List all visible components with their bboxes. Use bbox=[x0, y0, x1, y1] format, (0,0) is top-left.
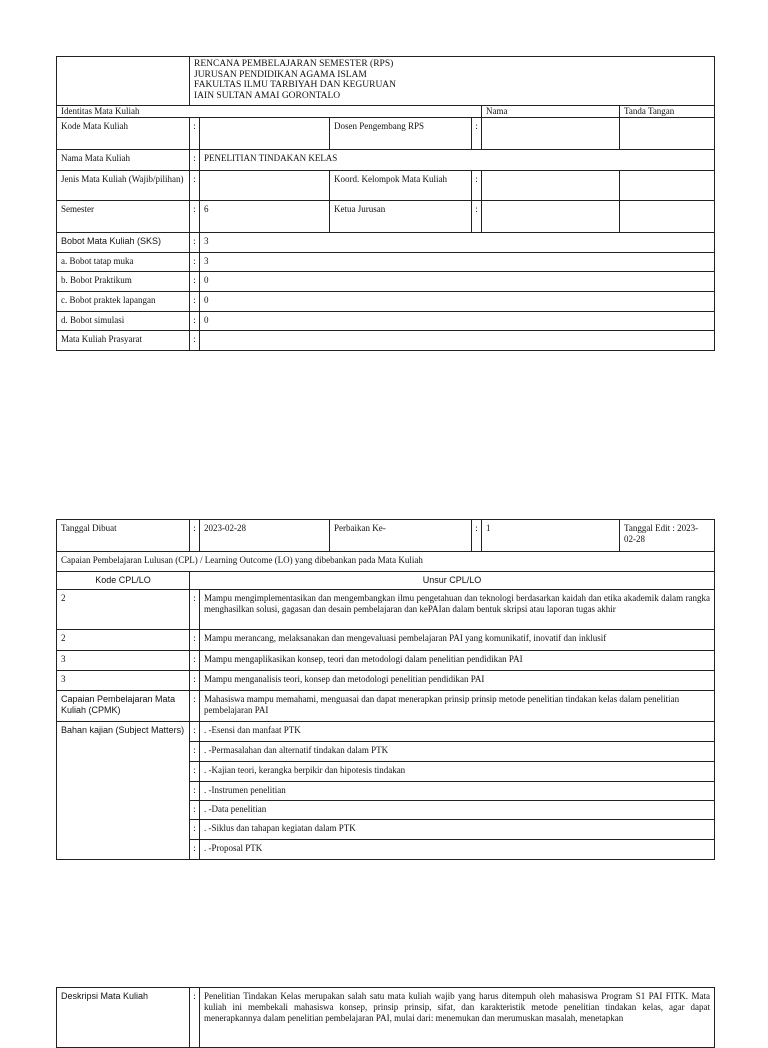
colon: : bbox=[190, 762, 200, 782]
deskripsi-label: Deskripsi Mata Kuliah bbox=[57, 988, 190, 1048]
cpl-unsur: Mampu merancang, melaksanakan dan mengevaluasi pembelajaran PAI yang komunikatif, inovatif dan inklusif bbox=[200, 630, 715, 651]
col-unsur-cpl: Unsur CPL/LO bbox=[190, 572, 715, 590]
header-line-1: RENCANA PEMBELAJARAN SEMESTER (RPS) bbox=[194, 59, 394, 69]
ketua-ttd-cell bbox=[620, 201, 715, 233]
koord-ttd-cell bbox=[620, 171, 715, 201]
colon: : bbox=[190, 253, 200, 272]
jenis-mk-value bbox=[200, 171, 330, 201]
bahan-item: . -Instrumen penelitian bbox=[200, 782, 715, 801]
deskripsi-value: Penelitian Tindakan Kelas merupakan salah satu mata kuliah wajib yang harus ditempuh oleh mahasiswa Program S1 PAI FITK. Mata kuliah ini membekali mahasiswa konsep, prinsip prinsip, sifat, dan karakteristik metode penelitian tindakan kelas, agar dapat menerapkannya dalam penelitian pembelajaran PAI, mulai dari: menemukan dan merumuskan masalah, menetapkan bbox=[200, 988, 715, 1048]
document-header bbox=[190, 57, 715, 106]
bobot-praktikum-value: 0 bbox=[200, 272, 715, 292]
tanggal-edit: Tanggal Edit : 2023-02-28 bbox=[620, 520, 715, 552]
bobot-label: Bobot Mata Kuliah (SKS) bbox=[57, 233, 190, 253]
bobot-tatap-label: a. Bobot tatap muka bbox=[57, 253, 190, 272]
cpmk-label: Capaian Pembelajaran Mata Kuliah (CPMK) bbox=[57, 691, 190, 722]
bahan-item: . -Proposal PTK bbox=[200, 840, 715, 860]
col-nama-header: Nama bbox=[482, 106, 620, 118]
colon: : bbox=[472, 201, 482, 233]
bobot-simulasi-value: 0 bbox=[200, 312, 715, 331]
cpl-unsur: Mampu menganalisis teori, konsep dan metodologi penelitian pendidikan PAI bbox=[200, 671, 715, 691]
identitas-table bbox=[56, 56, 715, 351]
cpl-title: Capaian Pembelajaran Lulusan (CPL) / Learning Outcome (LO) yang dibebankan pada Mata Kuliah bbox=[57, 552, 715, 572]
colon: : bbox=[472, 118, 482, 150]
header-line-3: FAKULTAS ILMU TARBIYAH DAN KEGURUAN bbox=[194, 80, 397, 90]
cpl-kode: 3 bbox=[57, 671, 190, 691]
perbaikan-label: Perbaikan Ke- bbox=[330, 520, 472, 552]
col-ttd-header: Tanda Tangan bbox=[620, 106, 715, 118]
colon: : bbox=[190, 671, 200, 691]
cpl-unsur: Mampu mengimplementasikan dan mengembangkan ilmu pengetahuan dan teknologi berdasarkan kaidah dan etika akademik dalam rangka menghasilkan solusi, gagasan dan desain pembelajaran dan kePAIan dalam bentuk skripsi atau laporan tugas akhir bbox=[200, 590, 715, 630]
colon: : bbox=[190, 840, 200, 860]
colon: : bbox=[190, 201, 200, 233]
tanggal-dibuat-value: 2023-02-28 bbox=[200, 520, 330, 552]
kode-mk-value bbox=[200, 118, 330, 150]
bahan-item: . -Permasalahan dan alternatif tindakan dalam PTK bbox=[200, 742, 715, 762]
deskripsi-table bbox=[56, 987, 715, 1048]
cpl-table bbox=[56, 519, 715, 860]
header-line-4: IAIN SULTAN AMAI GORONTALO bbox=[194, 90, 341, 101]
bobot-tatap-value: 3 bbox=[200, 253, 715, 272]
logo-cell bbox=[57, 57, 190, 106]
cpl-kode: 3 bbox=[57, 651, 190, 671]
colon: : bbox=[190, 651, 200, 671]
bobot-simulasi-label: d. Bobot simulasi bbox=[57, 312, 190, 331]
nama-mk-value: PENELITIAN TINDAKAN KELAS bbox=[200, 150, 715, 171]
jenis-mk-label: Jenis Mata Kuliah (Wajib/pilihan) bbox=[57, 171, 190, 201]
koord-nama-value bbox=[482, 171, 620, 201]
header-line-2: JURUSAN PENDIDIKAN AGAMA ISLAM bbox=[194, 69, 367, 80]
dosen-ttd-cell bbox=[620, 118, 715, 150]
bobot-lapangan-value: 0 bbox=[200, 292, 715, 312]
colon: : bbox=[190, 988, 200, 1048]
colon: : bbox=[472, 171, 482, 201]
dosen-nama-value bbox=[482, 118, 620, 150]
bahan-item: . -Siklus dan tahapan kegiatan dalam PTK bbox=[200, 820, 715, 840]
colon: : bbox=[190, 292, 200, 312]
cpl-kode: 2 bbox=[57, 590, 190, 630]
bahan-item: . -Kajian teori, kerangka berpikir dan hipotesis tindakan bbox=[200, 762, 715, 782]
colon: : bbox=[190, 590, 200, 630]
kode-mk-label: Kode Mata Kuliah bbox=[57, 118, 190, 150]
identitas-label: Identitas Mata Kuliah bbox=[57, 106, 482, 118]
prasyarat-value bbox=[200, 331, 715, 351]
colon: : bbox=[190, 801, 200, 820]
colon: : bbox=[190, 742, 200, 762]
colon: : bbox=[190, 691, 200, 722]
colon: : bbox=[190, 331, 200, 351]
bobot-value: 3 bbox=[200, 233, 715, 253]
semester-label: Semester bbox=[57, 201, 190, 233]
colon: : bbox=[190, 118, 200, 150]
colon: : bbox=[190, 520, 200, 552]
colon: : bbox=[190, 272, 200, 292]
bahan-kajian-label: Bahan kajian (Subject Matters) bbox=[57, 722, 190, 860]
colon: : bbox=[190, 171, 200, 201]
nama-mk-label: Nama Mata Kuliah bbox=[57, 150, 190, 171]
bahan-item: . -Esensi dan manfaat PTK bbox=[200, 722, 715, 742]
colon: : bbox=[190, 233, 200, 253]
ketua-nama-value bbox=[482, 201, 620, 233]
bobot-lapangan-label: c. Bobot praktek lapangan bbox=[57, 292, 190, 312]
colon: : bbox=[190, 150, 200, 171]
colon: : bbox=[190, 630, 200, 651]
bahan-item: . -Data penelitian bbox=[200, 801, 715, 820]
tanggal-dibuat-label: Tanggal Dibuat bbox=[57, 520, 190, 552]
cpmk-value: Mahasiswa mampu memahami, menguasai dan dapat menerapkan prinsip prinsip metode penelitian tindakan kelas dalam penelitian pembelajaran PAI bbox=[200, 691, 715, 722]
colon: : bbox=[190, 312, 200, 331]
colon: : bbox=[190, 782, 200, 801]
colon: : bbox=[190, 722, 200, 742]
ketua-label: Ketua Jurusan bbox=[330, 201, 472, 233]
bobot-praktikum-label: b. Bobot Praktikum bbox=[57, 272, 190, 292]
prasyarat-label: Mata Kuliah Prasyarat bbox=[57, 331, 190, 351]
semester-value: 6 bbox=[200, 201, 330, 233]
koord-label: Koord. Kelompok Mata Kuliah bbox=[330, 171, 472, 201]
dosen-label: Dosen Pengembang RPS bbox=[330, 118, 472, 150]
colon: : bbox=[190, 820, 200, 840]
cpl-unsur: Mampu mengaplikasikan konsep, teori dan metodologi dalam penelitian pendidikan PAI bbox=[200, 651, 715, 671]
perbaikan-value: 1 bbox=[482, 520, 620, 552]
cpl-kode: 2 bbox=[57, 630, 190, 651]
col-kode-cpl: Kode CPL/LO bbox=[57, 572, 190, 590]
colon: : bbox=[472, 520, 482, 552]
